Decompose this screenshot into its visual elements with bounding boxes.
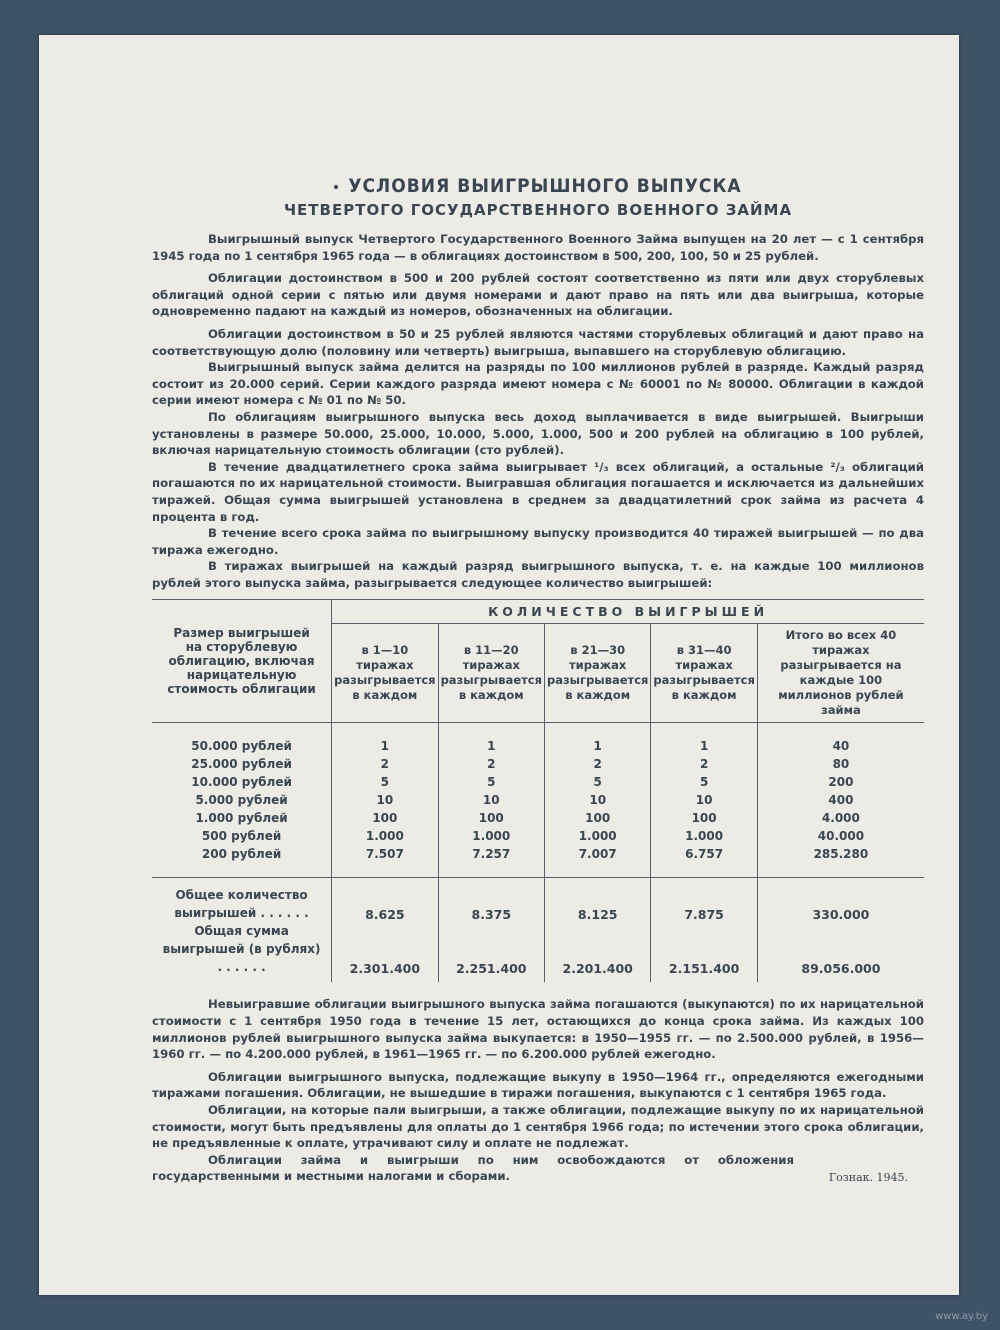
cell: 4.000 [821,811,860,826]
total-sum-label: Общая сумма выигрышей (в рублях) . . . . . . [152,922,332,982]
paragraph: Облигации займа и выигрыши по ним освобождаются от обложения государственными и местными налогами и сборами. [152,1152,794,1184]
prize-label: 50.000 рублей [152,737,332,755]
cell: 1.000 [438,827,544,845]
cell: 40.000 [817,829,865,844]
cell: 1 [544,737,650,755]
cell: 1.000 [651,827,757,845]
table-row [152,809,924,827]
table-header-prize-size: Размер выигрышей на сторублевую облигацию, включая нарицательную стоимость облигации [152,600,332,723]
cell: 10 [332,791,438,809]
cell: 1.000 [332,827,438,845]
prize-label: 200 рублей [152,845,332,863]
cell: 100 [332,809,438,827]
title-text: УСЛОВИЯ ВЫИГРЫШНОГО ВЫПУСКА [348,175,742,197]
table-header-draws-1-10: в 1—10 тиражах разыгрывается в каждом [332,624,438,723]
cell: 1 [332,737,438,755]
paragraph: Облигации достоинством в 50 и 25 рублей являются частями сторублевых облигаций и дают право на соответствующую долю (половину или четверть) выигрыша, выпавшего на сторублевую облигацию. [152,326,924,358]
cell: 100 [544,809,650,827]
prize-label: 5.000 рублей [152,791,332,809]
prize-table [152,599,924,982]
cell: 8.125 [544,886,650,922]
table-row [152,755,924,773]
cell: 7.875 [651,886,757,922]
cell: 330.000 [812,907,870,923]
cell: 7.507 [332,845,438,863]
cell: 5 [438,773,544,791]
cell: 5 [332,773,438,791]
table-row-total-sum [152,922,924,982]
cell: 2 [332,755,438,773]
prize-label: 25.000 рублей [152,755,332,773]
cell: 1.000 [544,827,650,845]
cell: 200 [828,775,854,790]
cell: 2.201.400 [544,922,650,982]
cell: 2.151.400 [651,922,757,982]
cell: 2 [544,755,650,773]
table-header-draws-31-40: в 31—40 тиражах разыгрывается в каждом [651,624,757,723]
total-count-label: Общее количество выигрышей . . . . . . [152,886,332,922]
table-row [152,791,924,809]
cell: 6.757 [651,845,757,863]
cell: 7.257 [438,845,544,863]
paragraph: Облигации, на которые пали выигрыши, а также облигации, подлежащие выкупу по их нарицательной стоимости, могут быть предъявлены для оплаты до 1 сентября 1966 года; по истечении этого срока облигации, не предъявленные к оплате, утрачивают силу и оплате не подлежат. [152,1103,924,1151]
paragraph: Облигации достоинством в 500 и 200 рублей состоят соответственно из пяти или двух сторублевых облигаций одной серии с пятью или двумя номерами и дают право на пять или два выигрыша, которые одновременно падают на каждый из номеров, обозначенных на облигации. [152,271,924,319]
cell: 100 [438,809,544,827]
cell: 10 [438,791,544,809]
prize-label: 500 рублей [152,827,332,845]
table-row [152,737,924,755]
document-content [152,175,924,1184]
paragraph: В течение всего срока займа по выигрышному выпуску производится 40 тиражей выигрышей — по два тиража ежегодно. [152,526,924,557]
table-header-total: Итого во всех 40 тиражах разыгрывается на каждые 100 миллионов рублей займа [757,624,924,723]
prize-label: 1.000 рублей [152,809,332,827]
cell: 2 [438,755,544,773]
imprint: Гознак. 1945. [828,1171,908,1184]
table-header-draws-11-20: в 11—20 тиражах разыгрывается в каждом [438,624,544,723]
table-row [152,827,924,845]
cell: 10 [651,791,757,809]
cell: 8.625 [332,886,438,922]
table-row [152,845,924,863]
table-header-group: КОЛИЧЕСТВО ВЫИГРЫШЕЙ [332,600,924,624]
cell: 80 [832,757,850,772]
table-row [152,773,924,791]
cell: 400 [828,793,854,808]
paragraph: В тиражах выигрышей на каждый разряд выигрышного выпуска, т. е. на каждые 100 миллионов рублей этого выпуска займа, разыгрывается следующее количество выигрышей: [152,559,924,590]
cell: 89.056.000 [801,961,881,977]
watermark: www.ay.by [935,1311,988,1322]
paragraph: Невыигравшие облигации выигрышного выпуска займа погашаются (выкупаются) по их нарицательной стоимости с 1 сентября 1950 года в течение 15 лет, остающихся до конца срока займа. Из каждых 100 миллионов рублей выигрышного выпуска займа выкупается: в 1950—1955 гг. — по 2.500.000 рублей, в 1956—1960 гг. — по 4.200.000 рублей, в 1961—1965 гг. — по 6.200.000 рублей ежегодно. [152,997,924,1062]
cell: 100 [651,809,757,827]
document-sheet [39,35,959,1295]
cell: 40 [832,739,850,754]
document-title [152,175,924,197]
table-header-draws-21-30: в 21—30 тиражах разыгрывается в каждом [544,624,650,723]
cell: 8.375 [438,886,544,922]
cell: 5 [544,773,650,791]
table-row-total-count [152,886,924,922]
cell: 2.301.400 [332,922,438,982]
paragraph: Выигрышный выпуск Четвертого Государственного Военного Займа выпущен на 20 лет — с 1 сентября 1945 года по 1 сентября 1965 года — в облигациях достоинством в 500, 200, 100, 50 и 25 рублей. [152,232,924,263]
cell: 285.280 [813,847,869,862]
cell: 2.251.400 [438,922,544,982]
paragraph: В течение двадцатилетнего срока займа выигрывает ¹/₃ всех облигаций, а остальные ²/₃ облигаций погашаются по их нарицательной стоимости. Выигравшая облигация погашается и исключается из дальнейших тиражей. Общая сумма выигрышей установлена в среднем за двадцатилетний срок займа из расчета 4 процента в год. [152,459,924,524]
cell: 7.007 [544,845,650,863]
document-subtitle: ЧЕТВЕРТОГО ГОСУДАРСТВЕННОГО ВОЕННОГО ЗАЙМА [283,201,793,219]
cell: 5 [651,773,757,791]
cell: 10 [544,791,650,809]
cell: 1 [438,737,544,755]
cell: 1 [651,737,757,755]
ink-dot [334,185,338,189]
cell: 2 [651,755,757,773]
paragraph: Выигрышный выпуск займа делится на разряды по 100 миллионов рублей в разряде. Каждый разряд состоит из 20.000 серий. Серии каждого разряда имеют номера с № 60001 по № 80000. Облигации в каждой серии имеют номера с № 01 по № 50. [152,360,924,408]
paragraph: Облигации выигрышного выпуска, подлежащие выкупу в 1950—1964 гг., определяются ежегодными тиражами погашения. Облигации, не вышедшие в тиражи погашения, выкупаются с 1 сентября 1965 года. [152,1069,924,1101]
paragraph: По облигациям выигрышного выпуска весь доход выплачивается в виде выигрышей. Выигрыши установлены в размере 50.000, 25.000, 10.000, 5.000, 1.000, 500 и 200 рублей на облигацию в 100 рублей, включая нарицательную стоимость облигации (сто рублей). [152,409,924,458]
prize-label: 10.000 рублей [152,773,332,791]
